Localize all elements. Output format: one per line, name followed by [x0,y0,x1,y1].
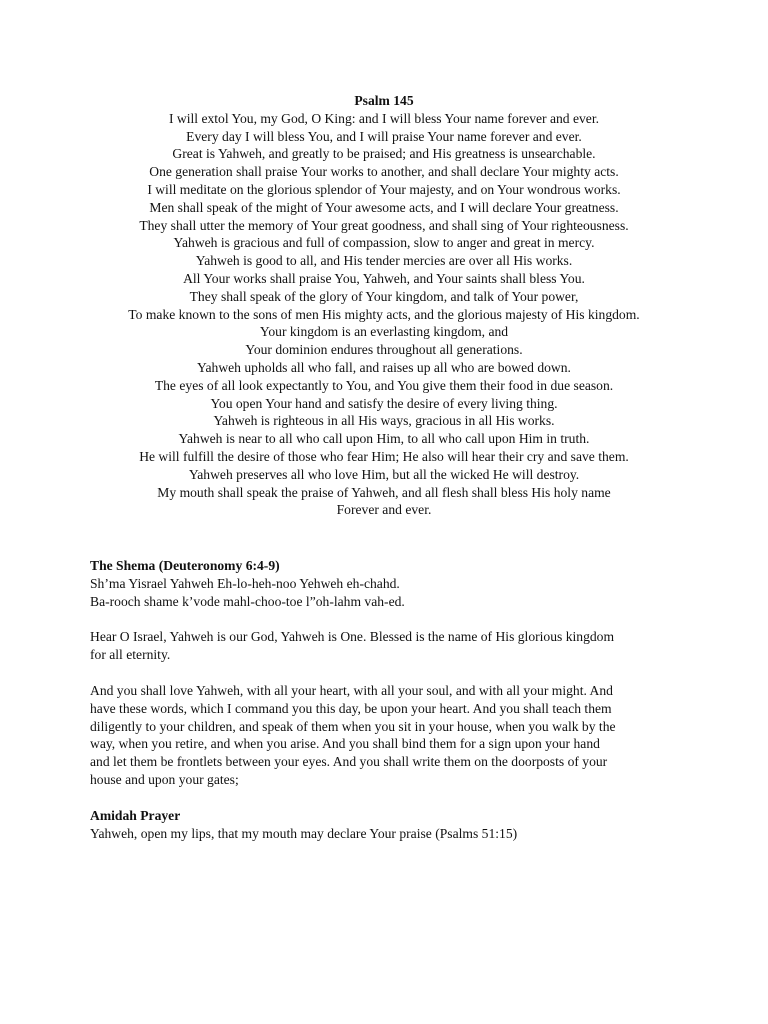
psalm-line: Yahweh is gracious and full of compassion, slow to anger and great in mercy. [173,235,595,251]
psalm-line: Your kingdom is an everlasting kingdom, and [259,324,509,340]
paragraph-line: house and upon your gates; [90,771,239,787]
psalm-line: Yahweh upholds all who fall, and raises up all who are bowed down. [197,359,571,375]
psalm-title: Psalm 145 [354,93,414,108]
shema-commandment-paragraph [90,682,690,789]
paragraph-line: Hear O Israel, Yahweh is our God, Yahweh is One. Blessed is the name of His glorious kingdom [90,629,615,644]
shema-transliteration-line: Ba-rooch shame k’vode mahl-choo-toe l”oh-lahm vah-ed. [90,593,405,609]
amidah-section [90,807,690,843]
amidah-heading: Amidah Prayer [90,808,181,823]
paragraph-line: And you shall love Yahweh, with all your heart, with all your soul, and with all your might. And [90,683,613,698]
psalm-line: Yahweh is good to all, and His tender mercies are over all His works. [195,253,573,269]
shema-transliteration-line: Sh’ma Yisrael Yahweh Eh-lo-heh-noo Yehweh eh-chahd. [90,575,400,591]
amidah-line: Yahweh, open my lips, that my mouth may declare Your praise (Psalms 51:15) [90,825,518,841]
psalm-line: I will meditate on the glorious splendor of Your majesty, and on Your wondrous works. [147,181,621,197]
psalm-line: Yahweh is near to all who call upon Him, to all who call upon Him in truth. [178,431,590,447]
psalm-line: Yahweh is righteous in all His ways, gracious in all His works. [213,413,555,429]
shema-translation-paragraph [90,628,690,664]
psalm-line: You open Your hand and satisfy the desire of every living thing. [210,395,558,411]
psalm-line: My mouth shall speak the praise of Yahweh, and all flesh shall bless His holy name [157,484,611,500]
paragraph-line: for all eternity. [90,646,171,662]
psalm-line: Yahweh preserves all who love Him, but all the wicked He will destroy. [188,466,580,482]
paragraph-line: way, when you retire, and when you arise. And you shall bind them for a sign upon your hand [90,736,600,752]
psalm-line: Great is Yahweh, and greatly to be praised; and His greatness is unsearchable. [172,146,596,162]
paragraph-line: and let them be frontlets between your eyes. And you shall write them on the doorposts of your [90,754,608,770]
psalm-line: All Your works shall praise You, Yahweh, and Your saints shall bless You. [183,270,585,286]
psalm-line: Every day I will bless You, and I will praise Your name forever and ever. [186,128,582,144]
psalm-line: He will fulfill the desire of those who fear Him; He also will hear their cry and save them. [139,448,629,464]
shema-heading: The Shema (Deuteronomy 6:4-9) [90,558,280,573]
shema-section [90,557,690,610]
psalm-line: They shall speak of the glory of Your kingdom, and talk of Your power, [189,288,579,304]
paragraph-line: diligently to your children, and speak of them when you sit in your house, when you walk by the [90,718,616,734]
psalm-line: I will extol You, my God, O King: and I will bless Your name forever and ever. [168,110,600,126]
psalm-line: Forever and ever. [336,502,432,518]
psalm-line: To make known to the sons of men His mighty acts, and the glorious majesty of His kingdom. [128,306,640,322]
psalm-line: The eyes of all look expectantly to You, and You give them their food in due season. [154,377,614,393]
psalm-line: Your dominion endures throughout all generations. [245,342,523,358]
paragraph-line: have these words, which I command you this day, be upon your heart. And you shall teach them [90,700,612,716]
psalm-line: One generation shall praise Your works to another, and shall declare Your mighty acts. [149,164,619,180]
psalm-line: Men shall speak of the might of Your awesome acts, and I will declare Your greatness. [149,199,619,215]
psalm-145-block [0,92,768,519]
psalm-line: They shall utter the memory of Your great goodness, and shall sing of Your righteousness. [139,217,629,233]
